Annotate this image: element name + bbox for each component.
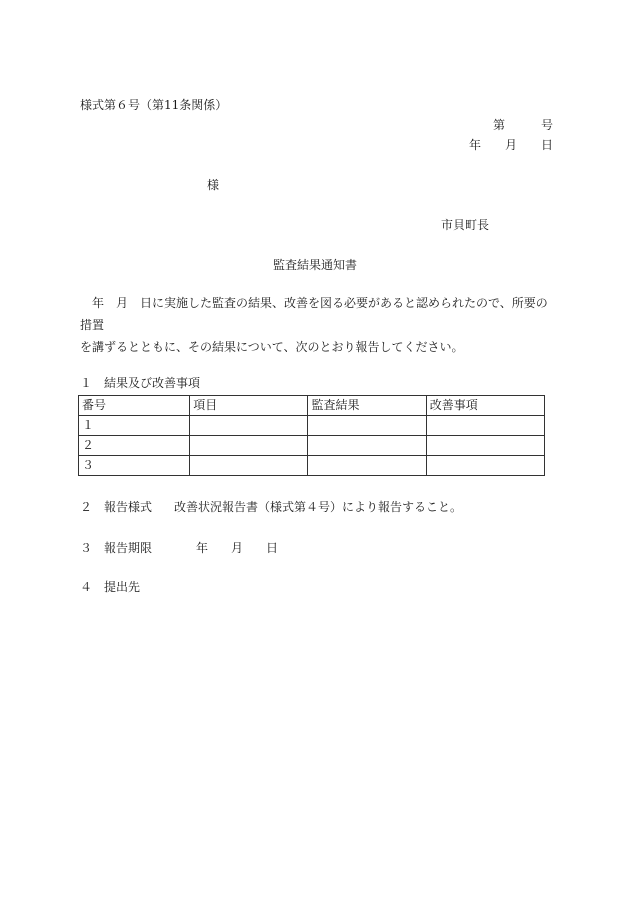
section-3 — [80, 541, 152, 555]
body-month: 月 — [116, 296, 129, 310]
table-cell — [308, 456, 426, 476]
section-3-number: ３ — [80, 541, 93, 555]
column-header-audit-result: 監査結果 — [308, 396, 426, 416]
deadline-day: 日 — [266, 541, 279, 555]
date-year: 年 — [469, 138, 482, 152]
table-cell: ３ — [79, 456, 190, 476]
table-row — [79, 436, 545, 456]
section-4-number: ４ — [80, 580, 93, 594]
table-cell — [308, 436, 426, 456]
table-cell — [426, 456, 544, 476]
section-4 — [80, 580, 140, 594]
table-cell — [426, 436, 544, 456]
table-header-row — [79, 396, 545, 416]
table-cell: １ — [79, 416, 190, 436]
section-3-label: 報告期限 — [104, 541, 153, 555]
table-cell — [308, 416, 426, 436]
table-cell — [190, 436, 308, 456]
section-2-number: ２ — [80, 500, 93, 514]
section-1-number: １ — [80, 376, 93, 390]
section-4-label: 提出先 — [104, 580, 141, 594]
body-line-1-rest: 日に実施した監査の結果、改善を図る必要があると認められたので、所要の措置 — [80, 296, 548, 332]
table-row — [79, 416, 545, 436]
table-cell — [190, 416, 308, 436]
table-cell — [190, 456, 308, 476]
recipient-suffix: 様 — [207, 178, 220, 192]
body-line-1 — [80, 292, 555, 336]
form-label: 様式第６号（第11条関係） — [80, 98, 228, 112]
section-2-label: 報告様式 — [104, 500, 153, 514]
section-1-heading — [80, 376, 200, 390]
sender-name: 市貝町長 — [441, 218, 490, 232]
body-line-2: を講ずるとともに、その結果について、次のとおり報告してください。 — [80, 340, 464, 354]
doc-number-prefix: 第 — [493, 118, 506, 132]
deadline-month: 月 — [231, 541, 244, 555]
document-title: 監査結果通知書 — [273, 258, 358, 272]
body-year: 年 — [92, 296, 105, 310]
deadline-year: 年 — [196, 541, 209, 555]
column-header-number: 番号 — [79, 396, 190, 416]
table-cell — [426, 416, 544, 436]
section-1-label: 結果及び改善事項 — [104, 376, 201, 390]
doc-number-suffix: 号 — [541, 118, 554, 132]
column-header-improvement: 改善事項 — [426, 396, 544, 416]
table-cell: ２ — [79, 436, 190, 456]
column-header-item: 項目 — [190, 396, 308, 416]
table-row — [79, 456, 545, 476]
section-2-value: 改善状況報告書（様式第４号）により報告すること。 — [174, 500, 463, 514]
date-month: 月 — [505, 138, 518, 152]
results-table — [78, 395, 545, 476]
body-paragraph — [80, 292, 555, 358]
section-2 — [80, 500, 462, 514]
date-day: 日 — [541, 138, 554, 152]
